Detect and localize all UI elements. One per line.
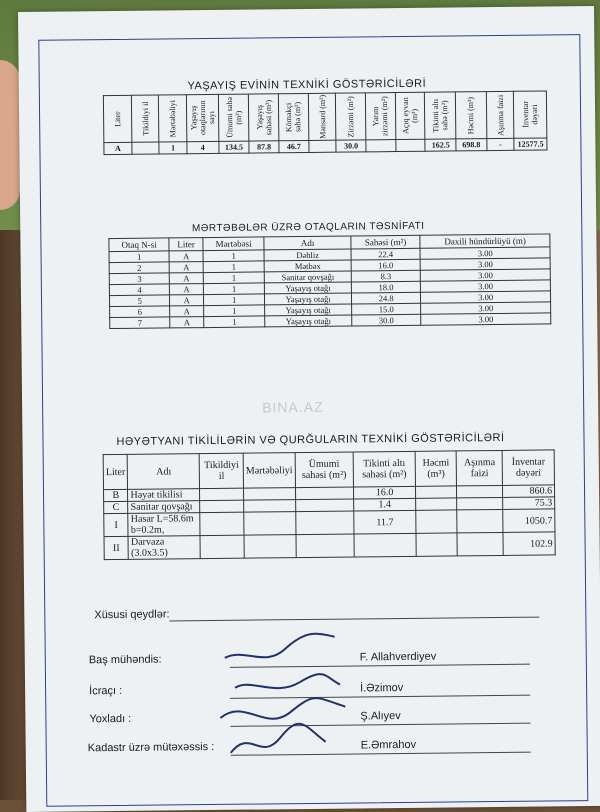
- yard-header-cell: Həcmi (m³): [415, 451, 457, 486]
- yard-table-row: [104, 532, 555, 560]
- section1-title: YAŞAYIŞ EVİNİN TEXNİKİ GÖSTƏRİCİLƏRİ: [187, 77, 427, 93]
- rooms-cell: 3.00: [421, 302, 551, 314]
- signature-role: Baş mühəndis:: [88, 653, 162, 667]
- house-header-label: İnventar dəyəri: [521, 101, 540, 129]
- yard-header-cell: Tikinti altı sahəsi (m²): [353, 451, 415, 487]
- rooms-header-cell: Otaq N-si: [109, 238, 169, 252]
- house-header-cell: [514, 91, 547, 138]
- yard-cell: 102.9: [503, 532, 555, 556]
- signature-name: F. Allahverdiyev: [359, 650, 437, 664]
- yard-cell: C: [104, 501, 129, 513]
- yard-cell: 1.4: [354, 498, 416, 511]
- house-header-cell: [336, 93, 366, 140]
- yard-cell: Həyət tikilisi: [128, 489, 200, 502]
- rooms-cell: 3.00: [421, 291, 551, 303]
- house-header-label: Ümumi sahə (m²): [224, 97, 243, 139]
- signature-name: E.Əmrahov: [360, 738, 417, 752]
- rooms-cell: A: [169, 251, 203, 262]
- house-value-cell: 30.0: [336, 140, 366, 152]
- house-header-cell: [159, 95, 187, 142]
- rooms-cell: 3.00: [421, 269, 551, 281]
- rooms-header-cell: Adı: [264, 236, 351, 250]
- signature-name: Ş.Alıyev: [360, 710, 401, 723]
- house-header-cell: [218, 94, 249, 141]
- rooms-cell: 2: [109, 262, 169, 274]
- yard-header-cell: Mərtəbəliyi: [243, 453, 295, 489]
- yard-cell: [416, 498, 457, 510]
- yard-cell: 1050.7: [503, 509, 555, 533]
- rooms-cell: Yaşayış otağı: [265, 315, 351, 327]
- yard-cell: [416, 533, 458, 556]
- house-header-label: Mansard (m²): [317, 94, 327, 139]
- house-header-label: Açıq eyvan (m²): [401, 97, 420, 135]
- house-header-label: Mərtəbəliyi: [168, 99, 178, 138]
- rooms-cell: 1: [203, 294, 265, 306]
- signature-role: Kadastr üzrə mütəxəssis :: [87, 740, 215, 755]
- yard-cell: [296, 534, 355, 558]
- house-header-label: Zirzəmi (m²): [346, 95, 356, 138]
- house-header-label: Yarım zirzəmi (m²): [371, 96, 390, 137]
- section3-title: HƏYƏTYANI TİKİLİLƏRİN VƏ QURĞULARIN TEXNİKİ GÖSTƏRİCİLƏRİ: [116, 431, 505, 448]
- house-value-cell: 162.5: [425, 139, 456, 151]
- house-value-cell: 698.8: [456, 139, 487, 151]
- rooms-cell: Mətbəx: [265, 260, 351, 272]
- rooms-cell: 7: [110, 317, 170, 329]
- rooms-cell: Yaşayış otağı: [265, 304, 351, 316]
- house-value-cell: [309, 140, 337, 152]
- yard-cell: [244, 535, 296, 559]
- house-header-cell: [486, 91, 514, 138]
- rooms-cell: Yaşayış otağı: [265, 282, 351, 294]
- yard-header-cell: İnventar dəyəri: [502, 450, 554, 486]
- yard-cell: [243, 488, 295, 501]
- rooms-cell: A: [170, 317, 204, 328]
- house-value-cell: 1: [159, 142, 187, 154]
- house-header-label: Tikinti altı sahə (m²): [431, 98, 450, 133]
- rooms-cell: 1: [203, 261, 265, 273]
- yard-cell: [416, 486, 457, 498]
- yard-cell: [457, 485, 503, 497]
- yard-cell: I: [104, 513, 129, 536]
- yard-cell: B: [104, 489, 129, 501]
- yard-cell: [244, 500, 296, 513]
- house-value-cell: A: [104, 142, 132, 154]
- rooms-cell: 3.00: [420, 247, 550, 259]
- rooms-cell: 15.0: [351, 303, 421, 315]
- rooms-cell: A: [170, 295, 204, 306]
- rooms-cell: 30.0: [351, 314, 421, 326]
- rooms-cell: Dəhliz: [264, 249, 350, 261]
- house-header-cell: [395, 92, 425, 139]
- house-header-cell: [186, 94, 218, 141]
- house-value-cell: 134.5: [219, 141, 250, 153]
- signature-role: Yoxladı :: [89, 712, 132, 726]
- rooms-cell: 1: [203, 283, 265, 295]
- rooms-cell: 1: [109, 251, 169, 263]
- rooms-cell: 1: [204, 305, 266, 317]
- house-header-label: Yaşayış otaqlarının sayı: [188, 100, 217, 136]
- rooms-header-cell: Mərtəbəsi: [203, 237, 265, 251]
- rooms-table: [108, 233, 551, 329]
- rooms-cell: Sanitar qovşağı: [265, 271, 351, 283]
- yard-structures-table: [103, 449, 556, 560]
- yard-cell: [200, 488, 244, 500]
- rooms-cell: 16.0: [351, 259, 421, 271]
- yard-header-cell: Adı: [128, 454, 200, 490]
- yard-cell: [200, 512, 244, 535]
- yard-cell: [457, 497, 503, 509]
- house-header-label: Tikildiyi il: [140, 101, 150, 136]
- yard-cell: [354, 533, 416, 557]
- rooms-header-cell: Daxili hündürlüyü (m): [420, 234, 550, 248]
- house-header-cell: [308, 93, 336, 140]
- house-header-cell: [278, 93, 308, 140]
- rooms-cell: A: [169, 262, 203, 273]
- yard-cell: [295, 487, 353, 500]
- yard-cell: [244, 512, 296, 536]
- rooms-cell: 1: [203, 272, 265, 284]
- rooms-cell: A: [170, 306, 204, 317]
- yard-cell: 16.0: [353, 486, 415, 499]
- yard-cell: [200, 535, 244, 558]
- yard-cell: Hasar L=58.6m b=0.2m,: [128, 513, 200, 537]
- yard-cell: [416, 510, 458, 533]
- house-header-label: Aşınma faizi: [495, 94, 505, 136]
- house-header-label: Yaşayış sahəsi (m²): [254, 99, 274, 136]
- rooms-cell: 4: [109, 284, 169, 296]
- rooms-cell: 1: [204, 316, 266, 328]
- yard-cell: [457, 509, 503, 532]
- house-header-label: Həcmi (m³): [466, 96, 476, 134]
- watermark: BINA.AZ: [262, 398, 324, 416]
- rooms-cell: 3.00: [421, 313, 551, 325]
- rooms-cell: A: [170, 273, 204, 284]
- yard-cell: Sanitar qovşağı: [128, 501, 200, 514]
- house-header-cell: [131, 95, 159, 142]
- house-value-cell: [396, 139, 426, 151]
- yard-cell: Darvaza (3.0x3.5): [128, 536, 200, 560]
- yard-header-cell: Aşınma faizi: [456, 450, 502, 485]
- house-value-cell: 4: [187, 141, 219, 153]
- section2-title: MƏRTƏBƏLƏR ÜZRƏ OTAQLARIN TƏSNİFATI: [191, 220, 425, 235]
- yard-cell: 11.7: [354, 510, 416, 534]
- yard-cell: 860.6: [503, 485, 555, 498]
- signature-role: İcraçı :: [89, 684, 123, 698]
- house-value-cell: [366, 140, 396, 152]
- yard-header-cell: Tikildiyi il: [200, 453, 244, 488]
- yard-cell: [200, 500, 244, 512]
- yard-cell: [295, 511, 354, 535]
- rooms-cell: 18.0: [351, 281, 421, 293]
- yard-cell: [457, 532, 503, 555]
- house-value-cell: -: [487, 138, 515, 150]
- rooms-cell: A: [170, 284, 204, 295]
- special-notes-label: Xüsusi qeydlər:: [94, 608, 170, 622]
- yard-cell: II: [104, 536, 129, 559]
- house-header-cell: [365, 93, 395, 140]
- rooms-header-cell: Liter: [169, 238, 203, 251]
- house-header-cell: [455, 92, 486, 139]
- rooms-cell: 22.4: [351, 248, 421, 260]
- house-value-cell: 46.7: [279, 140, 309, 152]
- house-header-cell: [425, 92, 456, 139]
- house-header-cell: [103, 95, 131, 142]
- rooms-header-cell: Sahəsi (m²): [351, 235, 421, 249]
- rooms-cell: 3.00: [421, 258, 551, 270]
- house-header-label: Köməkçi sahə (m²): [284, 101, 303, 133]
- rooms-cell: 8.3: [351, 270, 421, 282]
- yard-header-cell: Liter: [103, 454, 128, 489]
- house-indicators-table: [103, 90, 548, 155]
- handwritten-signatures: [204, 626, 366, 788]
- rooms-cell: 5: [109, 295, 169, 307]
- rooms-cell: 3.00: [421, 280, 551, 292]
- house-value-cell: 87.8: [249, 141, 279, 153]
- yard-cell: [295, 499, 353, 512]
- house-header-label: Liter: [112, 111, 123, 127]
- house-header-cell: [249, 94, 279, 141]
- rooms-cell: 1: [203, 250, 265, 262]
- rooms-cell: Yaşayış otağı: [265, 293, 351, 305]
- document-sheet: [18, 6, 600, 812]
- house-value-cell: 12577.5: [514, 138, 547, 150]
- finger-edge: [0, 60, 20, 210]
- rooms-cell: 24.8: [351, 292, 421, 304]
- signature-name: İ.Əzimov: [360, 682, 404, 695]
- rooms-cell: 6: [110, 306, 170, 318]
- yard-header-cell: Ümumi sahəsi (m²): [295, 452, 354, 488]
- yard-cell: 75.3: [503, 497, 555, 510]
- house-value-cell: [132, 142, 160, 154]
- rooms-cell: 3: [109, 273, 169, 285]
